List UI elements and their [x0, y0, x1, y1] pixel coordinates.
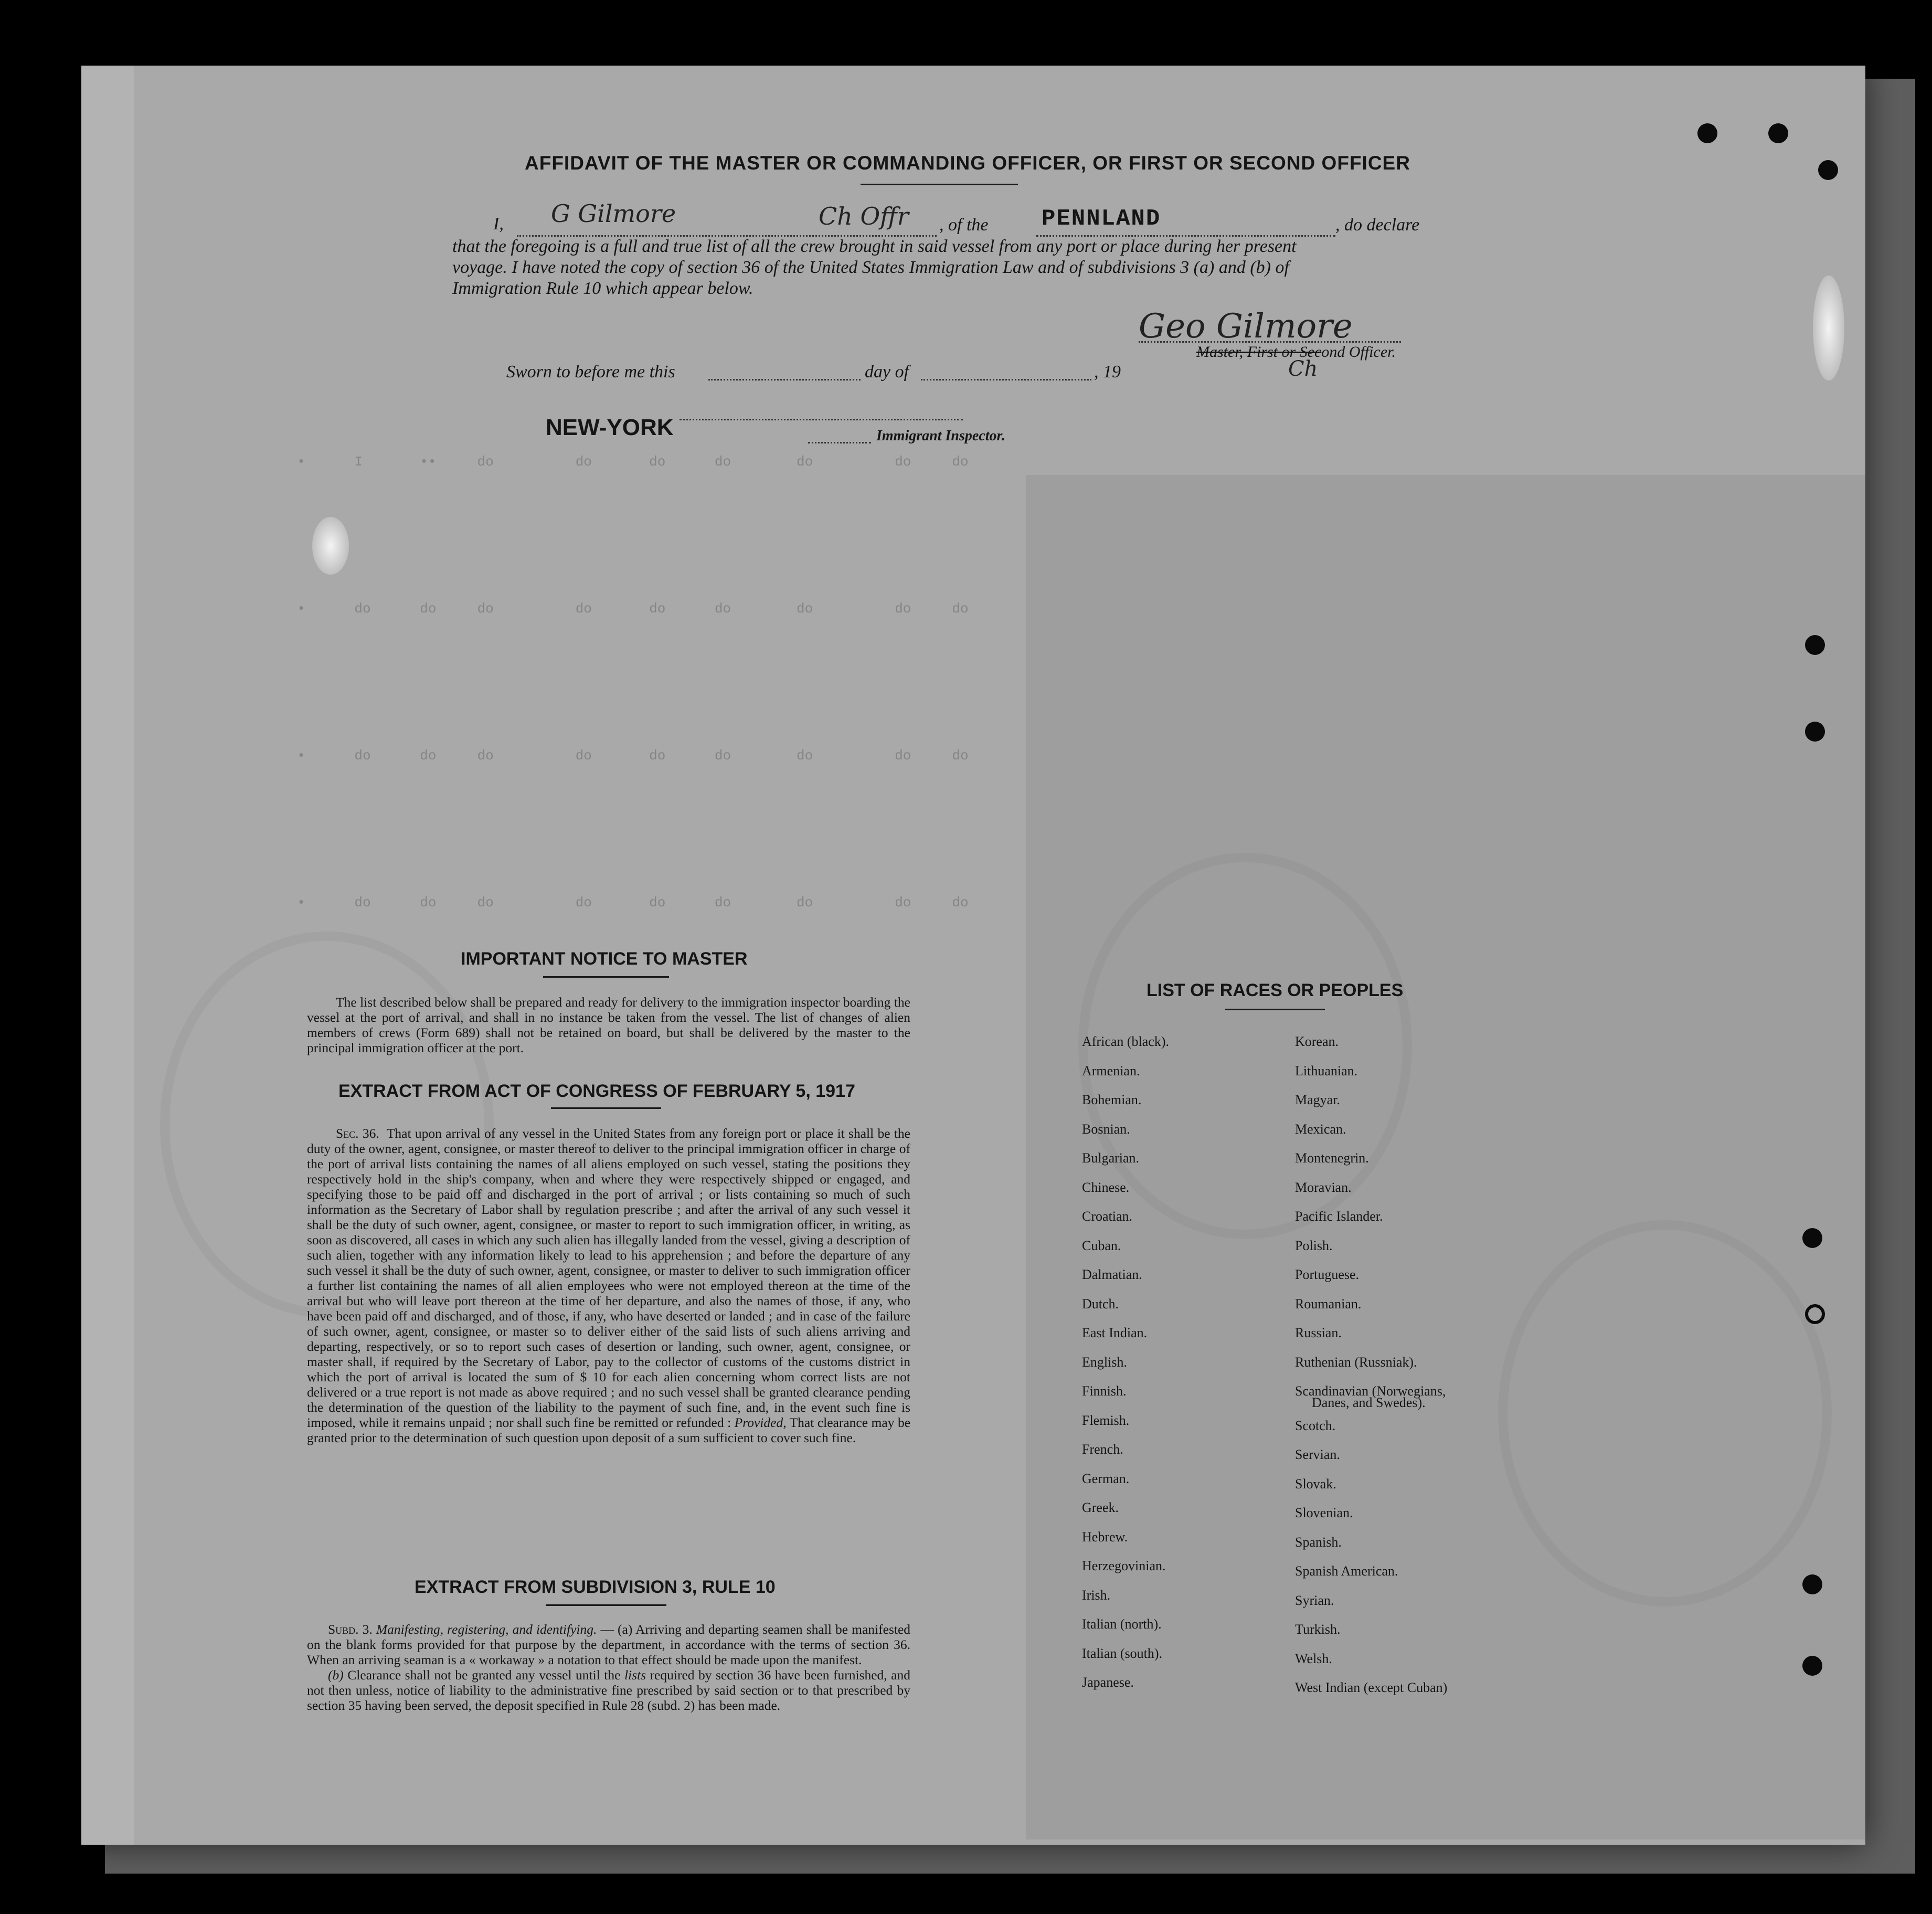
inspector-line [808, 442, 871, 443]
race-item: Korean. [1295, 1034, 1339, 1049]
race-item: Dalmatian. [1082, 1267, 1142, 1282]
sworn-month-line [921, 379, 1091, 380]
act-body: That upon arrival of any vessel in the United States from any foreign port or place it shall be the duty of the owner, agent, consignee, or master thereof to deliver to the principal immigration officer in charge of the port of arrival lists containing the names of all aliens employed on such vessel, stating the positions they respectively hold in the ship's company, when and where they were respectively shipped or engaged, and specifying those to be paid off and discharged in the port of arrival ; or lists containing so much of such information as the Secretary of Labor shall by regulation prescribe ; and after the arrival of any such vessel it shall be the duty of such owner, agent, consignee, or master to report to such immigration officer, in writing, as soon as discovered, all cases in which any such alien has illegally landed from the vessel, giving a description of such alien, together with any information likely to lead to his apprehension ; and before the departure of any such vessel it shall be the duty of such owner, agent, consignee, or master to deliver to such immigration officer a further list containing the names of all alien employees who were not employed thereon at the time of the arrival but who will leave port thereon at the time of her departure, and also the names of those, if any, who have been paid off and discharged, and of those, if any, who have deserted or landed ; and in case of the failure of such owner, agent, consignee, or master so to deliver either of the said lists of such aliens arriving and departing, respectively, or so to report such cases of desertion or landing, such owner, agent, consignee, or master shall, if required by the Secretary of Labor, pay to the collector of customs of the customs district in which the port of arrival is located the sum of $ 10 for each alien concerning whom correct lists are not delivered or a true report is not made as above required ; and no such vessel shall be granted clearance pending the determination of the question of the liability to the payment of such fine, and, in the event such fine is imposed, while it remains unpaid ; nor shall such fine be remitted or refunded : [307, 1126, 910, 1430]
of-the-text: , of the [939, 215, 989, 235]
punch-hole [1802, 1574, 1822, 1594]
bleed-through-text: • do do do do do do do do do [281, 601, 969, 617]
notice-text: The list described below shall be prepared and ready for delivery to the immigration inspector boarding the vessel at the port of arrival, and shall in no instance be taken from the vessel. The list of changes of alien members of crews (Form 689) shall not be retained on board, but shall be delivered by the master to the principal immigration officer at the port. [307, 995, 910, 1055]
place-line [680, 419, 963, 420]
day-of-text: day of [865, 362, 909, 382]
subd-a: — (a) Arriving and departing seamen shall be manifested on the blank forms provided for that purpose by the department, in accordance with the terms of section 36. When an arriving seaman is a « workaway » a notation to that effect should be made upon the manifest. [307, 1622, 911, 1667]
race-item: Italian (north). [1082, 1616, 1162, 1632]
race-item: Italian (south). [1082, 1645, 1163, 1661]
sworn-day-line [708, 379, 861, 380]
race-item: Bulgarian. [1082, 1150, 1140, 1166]
place-stamp: NEW-YORK [546, 415, 674, 440]
race-item: African (black). [1082, 1034, 1170, 1049]
officer-rank: Ch Offr [819, 202, 909, 230]
race-item: Montenegrin. [1295, 1150, 1369, 1166]
race-item: Ruthenian (Russniak). [1295, 1354, 1417, 1370]
provided-word: Provided, [734, 1415, 787, 1430]
race-item: Bosnian. [1082, 1121, 1130, 1137]
notice-title: IMPORTANT NOTICE TO MASTER [461, 949, 748, 969]
race-item: Magyar. [1295, 1092, 1340, 1107]
rule-para-a [307, 1622, 910, 1667]
race-item: Polish. [1295, 1238, 1333, 1253]
race-item: Syrian. [1295, 1592, 1334, 1608]
race-item: Mexican. [1295, 1121, 1346, 1137]
punch-hole [1805, 722, 1825, 742]
act-body-end: That clearance may be granted prior to the determination of such question upon deposit of a sum sufficient to cover such fine. [307, 1415, 911, 1445]
punch-hole [1802, 1656, 1822, 1676]
races-rule [1225, 1009, 1325, 1010]
race-item: Turkish. [1295, 1622, 1341, 1637]
race-item: Irish. [1082, 1587, 1111, 1603]
bleed-through-text: • do do do do do do do do do [281, 748, 969, 764]
rule-title: EXTRACT FROM SUBDIVISION 3, RULE 10 [415, 1577, 776, 1597]
act-text [307, 1126, 910, 1445]
race-item-continuation: Danes, and Swedes). [1312, 1395, 1426, 1410]
race-item: Roumanian. [1295, 1296, 1362, 1312]
race-item: Portuguese. [1295, 1267, 1360, 1282]
race-item: Bohemian. [1082, 1092, 1142, 1107]
race-item: Hebrew. [1082, 1529, 1128, 1545]
race-item: Spanish. [1295, 1534, 1342, 1550]
notice-rule [543, 976, 669, 978]
sworn-text: Sworn to before me this [506, 362, 675, 382]
subd-b-lists: lists [624, 1667, 646, 1683]
vessel-name: PENNLAND [1042, 206, 1161, 232]
race-item: English. [1082, 1354, 1127, 1370]
race-item: Armenian. [1082, 1063, 1140, 1078]
race-item: Finnish. [1082, 1383, 1127, 1399]
race-item: Japanese. [1082, 1675, 1134, 1690]
subd-label: Subd. 3. [328, 1622, 373, 1637]
declare-text: , do declare [1335, 215, 1420, 235]
caption-rest: ond Officer. [1321, 343, 1396, 361]
scan-glare [312, 517, 349, 575]
subd-b-label: (b) [328, 1667, 344, 1683]
race-item: German. [1082, 1471, 1130, 1486]
bleed-through-stamp [1498, 1220, 1832, 1606]
race-item: Cuban. [1082, 1238, 1121, 1253]
affidavit-title: AFFIDAVIT OF THE MASTER OR COMMANDING OFFICER, OR FIRST OR SECOND OFFICER [525, 152, 1410, 174]
year-text: , 19 [1094, 362, 1121, 382]
punch-hole [1818, 160, 1838, 180]
signature: Geo Gilmore [1139, 307, 1353, 346]
race-item: Scotch. [1295, 1418, 1336, 1433]
subd-heading: Manifesting, registering, and identifying. [376, 1622, 597, 1637]
bleed-through-text: • I •• do do do do do do do [281, 454, 969, 470]
subd-b-pre: Clearance shall not be granted any vessel until the [347, 1667, 621, 1683]
rule-rule [546, 1604, 666, 1606]
officer-name: G Gilmore [551, 199, 676, 228]
race-item: Greek. [1082, 1500, 1119, 1515]
race-item: Dutch. [1082, 1296, 1119, 1312]
race-item: Flemish. [1082, 1412, 1130, 1428]
race-item: Welsh. [1295, 1651, 1332, 1666]
punch-hole [1805, 635, 1825, 655]
bleed-through-text: • do do do do do do do do do [281, 895, 969, 911]
race-item: West Indian (except Cuban) [1295, 1680, 1448, 1695]
struck-caption: Master, First or Sec [1196, 343, 1322, 361]
punch-hole [1768, 123, 1788, 143]
race-item: East Indian. [1082, 1325, 1148, 1340]
page-shading [81, 66, 134, 1845]
race-item: Spanish American. [1295, 1563, 1398, 1579]
caption-handwritten: Ch [1288, 357, 1318, 381]
races-title: LIST OF RACES OR PEOPLES [1147, 980, 1404, 1000]
punch-hole [1802, 1228, 1822, 1248]
document-page [81, 66, 1865, 1845]
inspector-caption: Immigrant Inspector. [876, 428, 1005, 444]
race-item: Chinese. [1082, 1179, 1130, 1195]
section-label: Sec. 36. [336, 1126, 379, 1141]
rule-para-b [307, 1667, 910, 1713]
race-item: Pacific Islander. [1295, 1209, 1383, 1224]
scan-glare [1813, 276, 1844, 380]
act-title: EXTRACT FROM ACT OF CONGRESS OF FEBRUARY 5, 1917 [338, 1081, 855, 1101]
punch-hole [1697, 123, 1717, 143]
affidavit-i: I, [493, 214, 504, 234]
signature-line [1139, 341, 1401, 343]
race-item: Scandinavian (Norwegians, [1295, 1383, 1446, 1399]
race-item: Servian. [1295, 1447, 1340, 1462]
rule-text [307, 1622, 910, 1713]
title-rule [861, 184, 1018, 185]
affidavit-body [452, 236, 1444, 299]
race-item: Moravian. [1295, 1179, 1352, 1195]
affidavit-line: that the foregoing is a full and true list of all the crew brought in said vessel from any port or place during her present [452, 237, 1297, 256]
subd-b-post: required by section 36 have been furnished, and not then unless, notice of liability to the administrative fine prescribed by said section or to that prescribed by section 35 having been served, the deposit specified in Rule 28 (subd. 2) has been made. [307, 1667, 910, 1713]
race-item: French. [1082, 1442, 1123, 1457]
race-item: Slovenian. [1295, 1505, 1353, 1520]
race-item: Herzegovinian. [1082, 1558, 1166, 1573]
race-item: Russian. [1295, 1325, 1342, 1340]
race-item: Lithuanian. [1295, 1063, 1358, 1078]
affidavit-line: voyage. I have noted the copy of section 36 of the United States Immigration Law and of subdivisions 3 (a) and (b) of [452, 258, 1289, 277]
affidavit-line: Immigration Rule 10 which appear below. [452, 279, 753, 298]
race-item: Croatian. [1082, 1209, 1133, 1224]
act-rule [551, 1107, 661, 1109]
race-item: Slovak. [1295, 1476, 1336, 1492]
punch-hole [1805, 1304, 1825, 1324]
